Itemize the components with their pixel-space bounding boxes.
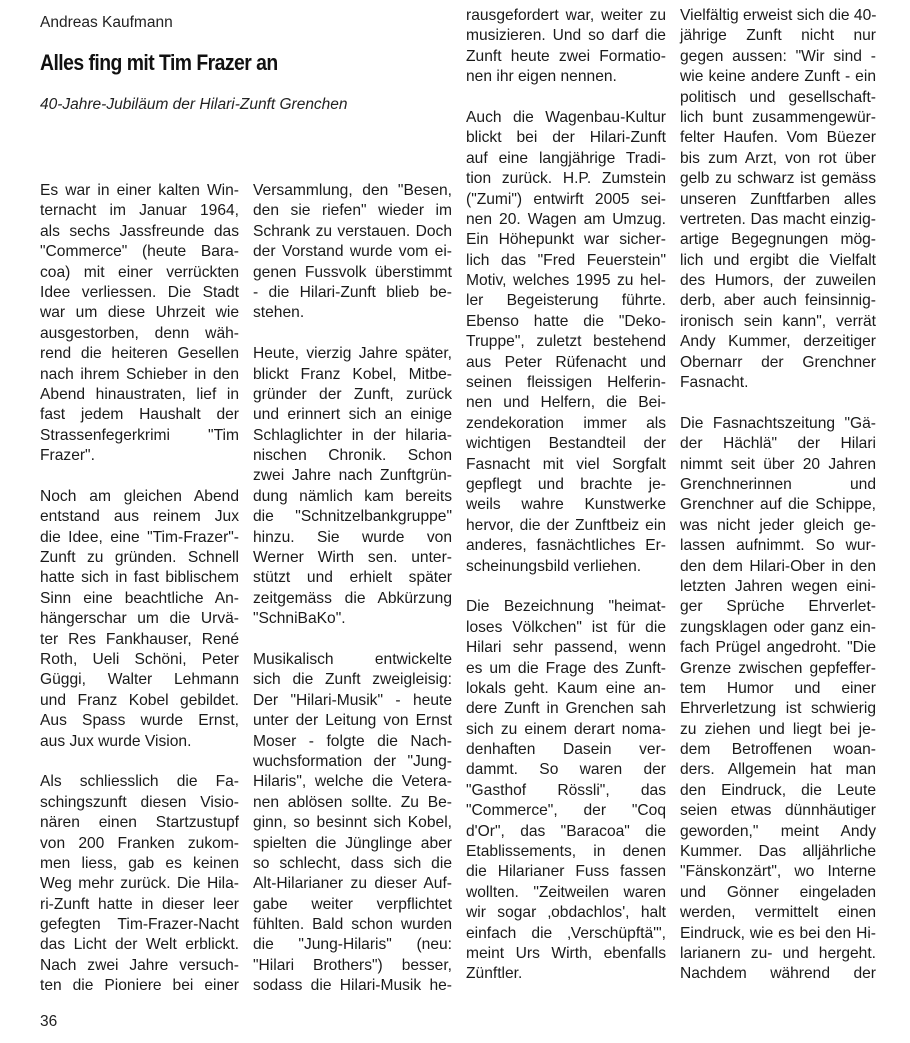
text-line: "Gasthof Rössli", das xyxy=(466,781,666,799)
text-line: Grenchnerinnen und xyxy=(680,475,876,493)
text-line: gefegten Tim-Frazer-Nacht xyxy=(40,916,239,934)
article-title: Alles fing mit Tim Frazer an xyxy=(40,50,278,75)
text-line: aus Peter Rüfenacht und xyxy=(466,353,666,371)
text-line: gegen aussen: "Wir sind - xyxy=(680,47,876,65)
text-line: blickt Franz Kobel, Mitbe- xyxy=(253,365,452,383)
text-line: rausgefordert war, weiter zu xyxy=(466,7,666,24)
text-line: scheinungsbild verliehen. xyxy=(466,557,642,575)
text-line: Etablissements, in denen xyxy=(466,843,666,861)
text-line: Werner Wirth sen. unter- xyxy=(253,549,452,567)
text-line: hinzu. Sie wurde von xyxy=(253,528,452,546)
text-line: anderes, fasnächtliches Er- xyxy=(466,537,666,555)
text-line: spielten die Jünglinge aber xyxy=(253,834,452,852)
paragraph-gap xyxy=(466,577,666,597)
text-line: wie keine andere Zunft - ein xyxy=(680,68,876,86)
text-line: wir sogar ‚obdachlos', halt xyxy=(466,904,666,922)
paragraph-gap xyxy=(40,752,239,772)
text-line: wuchsformation der "Jung- xyxy=(253,752,452,770)
text-line: Obernarr der Grenchner xyxy=(680,353,876,371)
text-column-3 xyxy=(466,6,666,985)
text-line: Aus Spass wurde Ernst, xyxy=(40,712,239,730)
text-line: werden, vermittelt einen xyxy=(680,904,876,922)
paragraph-gap xyxy=(466,88,666,108)
paragraph-gap xyxy=(680,393,876,413)
text-line: ginn, so besinnt sich Kobel, xyxy=(253,814,452,832)
text-line: "Fänskonzärt", wo Interne xyxy=(680,863,876,881)
text-line: ler Begeisterung führte. xyxy=(466,292,666,310)
text-line: bis zum Arzt, von rot über xyxy=(680,149,876,167)
text-line: Die Bezeichnung "heimat- xyxy=(466,598,666,616)
text-line: einfach die ‚Verschüpftä'", xyxy=(466,924,666,942)
text-line: lassen aufnimmt. So wur- xyxy=(680,537,876,555)
paragraph xyxy=(253,650,452,997)
text-line: weils wahre Kunstwerke xyxy=(466,496,666,514)
text-line: derb, aber auch feinsinnig- xyxy=(680,292,876,310)
text-line: seien etwas dünnhäutiger xyxy=(680,802,876,820)
text-line: ders. Allgemein hat man xyxy=(680,761,876,779)
text-line: Schlaglichter in der hilaria- xyxy=(253,426,452,444)
text-line: die Idee, eine "Tim-Frazer"- xyxy=(40,528,239,546)
text-line: die "Jung-Hilaris" (neu: xyxy=(253,936,452,954)
author-byline: Andreas Kaufmann xyxy=(40,14,173,31)
text-column-4 xyxy=(680,6,876,985)
paragraph xyxy=(466,108,666,577)
paragraph xyxy=(466,597,666,984)
paragraph-gap xyxy=(253,630,452,650)
text-line: gründer der Zunft, zurück xyxy=(253,385,452,403)
text-line: Eindruck, wie es bei den Hi- xyxy=(680,924,876,942)
text-column-1 xyxy=(40,181,239,997)
paragraph xyxy=(253,344,452,629)
text-line: Der "Hilari-Musik" - heute xyxy=(253,691,452,709)
text-line: schingszunft diesen Visio- xyxy=(40,793,239,811)
text-line: Als schliesslich die Fa- xyxy=(40,773,239,791)
text-line: Schrank zu verstauen. Doch xyxy=(253,222,452,240)
text-line: Grenze zwischen gepfeffer- xyxy=(680,659,876,677)
text-line: Idee verliessen. Die Stadt xyxy=(40,283,239,301)
text-line: die Hilarianer Fuss fassen xyxy=(466,863,666,881)
text-line: der Hächlä" der Hilari xyxy=(680,435,876,453)
text-line: Nach zwei Jahre versuch- xyxy=(40,956,239,974)
paragraph xyxy=(253,181,452,324)
text-line: Moser - folgte die Nach- xyxy=(253,732,452,750)
text-line: Truppe", zuletzt bestehend xyxy=(466,333,666,351)
text-line: war um diese Uhrzeit wie xyxy=(40,304,239,322)
text-line: zwei Jahre nach Zunftgrün- xyxy=(253,467,452,485)
text-line: so schlecht, dass sich die xyxy=(253,854,452,872)
text-line: genen Fussvolk überstimmt xyxy=(253,263,452,281)
text-line: sodass die Hilari-Musik he- xyxy=(253,977,452,995)
text-line: Hilari sehr passend, wenn xyxy=(466,639,666,657)
text-line: blickt bei der Hilari-Zunft xyxy=(466,129,666,147)
text-line: Frazer". xyxy=(40,447,95,465)
text-line: Güggi, Walter Lehmann xyxy=(40,671,239,689)
text-line: Fasnacht. xyxy=(680,374,749,392)
paragraph-gap xyxy=(253,324,452,344)
text-line: d'Or", das "Baracoa" die xyxy=(466,822,666,840)
text-line: "SchniBaKo". xyxy=(253,610,346,628)
text-line: den dem Hilari-Ober in den xyxy=(680,557,876,575)
text-line: Hilaris", welche die Vetera- xyxy=(253,773,452,791)
text-line: fast jedem Haushalt der xyxy=(40,406,239,424)
text-line: larianern zu- und hergeht. xyxy=(680,944,876,962)
text-line: dammt. So waren der xyxy=(466,761,666,779)
paragraph xyxy=(40,487,239,752)
text-line: dem Betroffenen woan- xyxy=(680,741,876,759)
text-line: Die Fasnachtszeitung "Gä- xyxy=(680,414,876,432)
text-line: vertreten. Das macht einzig- xyxy=(680,210,876,228)
text-line: sich die Zunft zweigleisig: xyxy=(253,671,452,689)
text-line: wollten. "Zeitweilen waren xyxy=(466,883,666,901)
paragraph xyxy=(680,6,876,393)
text-line: lich das "Fred Feuerstein" xyxy=(466,251,666,269)
text-line: lich bunt zusammengewür- xyxy=(680,108,876,126)
text-line: men liess, gab es keinen xyxy=(40,854,239,872)
text-line: nen 20. Wagen am Umzug. xyxy=(466,210,666,228)
text-line: jährige Zunft nicht nur xyxy=(680,27,876,45)
text-line: geworden," meint Andy xyxy=(680,822,876,840)
text-line: Heute, vierzig Jahre später, xyxy=(253,345,452,363)
text-line: zungsklagen oder ganz ein- xyxy=(680,618,876,636)
text-line: dung nämlich kam bereits xyxy=(253,487,452,505)
text-line: gepflegt und brachte je- xyxy=(466,475,666,493)
text-line: ("Zumi") entwirft 2005 sei- xyxy=(466,190,666,208)
text-line: des Humors, der zuweilen xyxy=(680,272,876,290)
text-line: meint Urs Wirth, ebenfalls xyxy=(466,944,666,962)
text-line: auf eine langjährige Tradi- xyxy=(466,149,666,167)
text-line: coa) mit einer verrückten xyxy=(40,263,239,281)
text-line: - die Hilari-Zunft blieb be- xyxy=(253,283,452,301)
text-line: entstand aus reinem Jux xyxy=(40,508,239,526)
text-line: ter Res Fankhauser, René xyxy=(40,630,239,648)
text-line: unseren Zunftfarben alles xyxy=(680,190,876,208)
text-line: von 200 Franken zukom- xyxy=(40,834,239,852)
text-line: ausgestorben, denn wäh- xyxy=(40,324,239,342)
text-line: musizieren. Und so darf die xyxy=(466,27,666,45)
text-line: Musikalisch entwickelte xyxy=(253,650,452,668)
text-line: nen ablösen sollte. Zu Be- xyxy=(253,793,452,811)
page-number: 36 xyxy=(40,1013,58,1030)
text-line: dere Zunft in Grenchen sah xyxy=(466,700,666,718)
text-line: und Franz Kobel gebildet. xyxy=(40,691,239,709)
text-line: Kummer. Das alljährliche xyxy=(680,843,876,861)
text-line: Zunft heute zwei Formatio- xyxy=(466,47,666,65)
text-line: Zünftler. xyxy=(466,965,523,983)
article-subtitle: 40-Jahre-Jubiläum der Hilari-Zunft Grenchen xyxy=(40,96,348,113)
text-line: den Eindruck, die Leute xyxy=(680,781,876,799)
text-line: seinen fleissigen Helferin- xyxy=(466,374,666,392)
text-line: Roth, Ueli Schöni, Peter xyxy=(40,650,239,668)
text-line: Grenchner auf die Schippe, xyxy=(680,496,876,514)
text-line: lich und ergibt die Vielfalt xyxy=(680,251,876,269)
text-line: nischen Chronik. Schon xyxy=(253,447,452,465)
text-line: nen und Helfern, die Bei- xyxy=(466,394,666,412)
text-line: fach Prügel angedroht. "Die xyxy=(680,639,876,657)
text-line: felter Haufen. Vom Büezer xyxy=(680,129,876,147)
text-line: denhaften Dasein ver- xyxy=(466,741,666,759)
text-line: zeitgemäss die Abkürzung xyxy=(253,589,452,607)
paragraph xyxy=(40,181,239,466)
text-line: Vielfältig erweist sich die 40- xyxy=(680,7,877,24)
text-line: ironisch sein kann", verrät xyxy=(680,312,876,330)
text-line: unter der Leitung von Ernst xyxy=(253,712,452,730)
text-line: fühlten. Bald schon wurden xyxy=(253,916,452,934)
text-line: Ehrverletzung ist schwierig xyxy=(680,700,876,718)
text-line: ternacht im Januar 1964, xyxy=(40,202,239,220)
text-line: Es war in einer kalten Win- xyxy=(40,182,239,199)
text-line: gelb zu schwarz ist gemäss xyxy=(680,170,876,188)
text-line: aus Jux wurde Vision. xyxy=(40,732,192,750)
text-line: und erinnert sich an einige xyxy=(253,406,452,424)
text-line: hervor, die der Zunftbeiz ein xyxy=(466,516,666,534)
text-column-2 xyxy=(253,181,452,997)
text-line: Ebenso hatte die "Deko- xyxy=(466,312,666,330)
text-line: stehen. xyxy=(253,304,305,322)
paragraph xyxy=(466,6,666,88)
text-line: Sinn eine beachtliche An- xyxy=(40,589,239,607)
text-line: "Commerce" (heute Bara- xyxy=(40,243,239,261)
text-line: Abend hinaustraten, lief in xyxy=(40,385,239,403)
text-line: gabe weiter verpflichtet xyxy=(253,895,452,913)
text-line: Ein Höhepunkt war sicher- xyxy=(466,231,666,249)
text-line: stützt und erhielt später xyxy=(253,569,452,587)
text-line: Strassenfegerkrimi "Tim xyxy=(40,426,239,444)
text-line: hatte sich in fast biblischem xyxy=(40,569,239,587)
text-line: sich zu einem derart noma- xyxy=(466,720,666,738)
text-line: hängerschar um die Urvä- xyxy=(40,610,239,628)
text-line: tem Humor und einer xyxy=(680,679,876,697)
text-line: Noch am gleichen Abend xyxy=(40,487,239,505)
paragraph xyxy=(40,772,239,996)
text-line: was nicht jeder gleich ge- xyxy=(680,516,876,534)
text-line: Auch die Wagenbau-Kultur xyxy=(466,108,666,126)
text-line: Fasnacht mit viel Sorgfalt xyxy=(466,455,666,473)
paragraph-gap xyxy=(40,466,239,486)
text-line: rend die heiteren Gesellen xyxy=(40,345,239,363)
text-line: zendekoration immer als xyxy=(466,414,666,432)
text-line: nach ihrem Schieber in den xyxy=(40,365,239,383)
text-line: ri-Zunft hatte in dieser leer xyxy=(40,895,239,913)
text-line: Andy Kummer, derzeitiger xyxy=(680,333,876,351)
text-line: lokals geht. Kaum eine an- xyxy=(466,679,666,697)
text-line: Zunft zu gründen. Schnell xyxy=(40,549,239,567)
text-line: zu ziehen und liegt bei je- xyxy=(680,720,876,738)
text-line: letzten Jahren wegen eini- xyxy=(680,577,876,595)
text-line: ger Sprüche Ehrverlet- xyxy=(680,598,876,616)
text-line: loses Völkchen" ist für die xyxy=(466,618,666,636)
text-line: "Commerce", der "Coq xyxy=(466,802,666,820)
text-line: Weg mehr zurück. Die Hila- xyxy=(40,875,239,893)
text-line: nen ihr eigen nennen. xyxy=(466,68,617,86)
text-line: das Licht der Welt erblickt. xyxy=(40,936,239,954)
text-line: es um die Frage des Zunft- xyxy=(466,659,666,677)
text-line: und Gönner eingeladen xyxy=(680,883,876,901)
text-line: politisch und gesellschaft- xyxy=(680,88,876,106)
text-line: "Hilari Brothers") besser, xyxy=(253,956,452,974)
text-line: artige Begegnungen mög- xyxy=(680,231,876,249)
text-line: als sechs Jassfreunde das xyxy=(40,222,239,240)
text-line: wichtigen Bestandteil der xyxy=(466,435,666,453)
text-line: Nachdem während der xyxy=(680,965,876,983)
text-line: der Vorstand wurde vom ei- xyxy=(253,243,452,261)
text-line: die "Schnitzelbankgruppe" xyxy=(253,508,452,526)
text-line: Motiv, welches 1995 zu hel- xyxy=(466,272,666,290)
text-line: nimmt seit über 20 Jahren xyxy=(680,455,876,473)
text-line: Versammlung, den "Besen, xyxy=(253,182,452,199)
text-line: ten die Pioniere bei einer xyxy=(40,977,239,995)
text-line: tion zurück. H.P. Zumstein xyxy=(466,170,666,188)
text-line: Alt-Hilarianer zu dieser Auf- xyxy=(253,875,452,893)
paragraph xyxy=(680,414,876,985)
text-line: nären einen Startzustupf xyxy=(40,814,239,832)
text-line: den sie riefen" wieder im xyxy=(253,202,452,220)
